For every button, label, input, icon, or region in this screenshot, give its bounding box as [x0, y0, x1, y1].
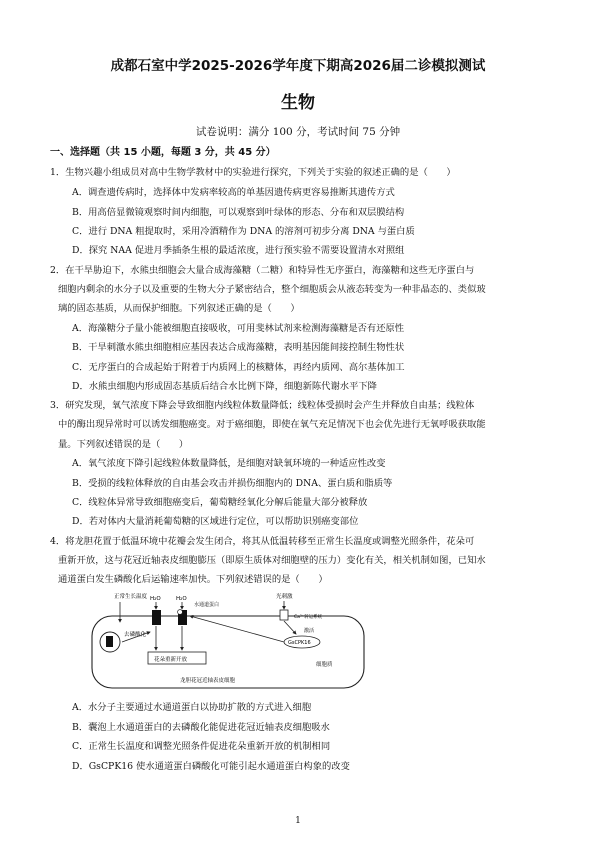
- question-4-option-a: A．水分子主要通过水通道蛋白以协助扩散的方式进入细胞: [72, 702, 312, 713]
- phosphate-icon: [178, 610, 183, 615]
- vesicle-aquaporin-icon: [106, 636, 113, 647]
- question-3-option-a: A．氧气浓度下降引起线粒体数量降低，是细胞对缺氧环境的一种适应性改变: [72, 458, 386, 469]
- question-2-option-a: A．海藻糖分子量小能被细胞直接吸收，可用斐林试剂来检测海藻糖是否有还原性: [72, 323, 405, 334]
- label-temp: 正常生长温度: [114, 594, 148, 600]
- label-activate: 激活: [304, 628, 315, 634]
- mechanism-figure: [80, 592, 380, 694]
- aquaporin-1-icon: [152, 610, 161, 625]
- subject-title: 生物: [281, 93, 315, 113]
- question-1-option-d: D．探究 NAA 促进月季插条生根的最适浓度，进行预实验不需要设置清水对照组: [72, 245, 405, 256]
- question-4-option-c: C．正常生长温度和调整光照条件促进花朵重新开放的机制相同: [72, 741, 331, 752]
- label-h2o-2: H₂O: [176, 596, 187, 602]
- question-3-stem-line3: 量。下列叙述错误的是（ ）: [58, 439, 189, 450]
- question-2-option-d: D．水熊虫细胞内形成固态基质后结合水比例下降，细胞新陈代谢水平下降: [72, 381, 377, 392]
- label-cytoplasm: 细胞质: [316, 662, 333, 668]
- label-dephos: 去磷酸化: [124, 632, 147, 638]
- question-1-option-a: A．调查遗传病时，选择体中发病率较高的单基因遗传病更容易推断其遗传方式: [72, 187, 395, 198]
- exam-title: 成都石室中学2025-2026学年度下期高2026届二诊模拟测试: [110, 58, 486, 74]
- question-1-option-c: C．进行 DNA 粗提取时，采用冷酒精作为 DNA 的溶剂可初步分离 DNA 与蛋白质: [72, 226, 415, 237]
- section-heading: 一、选择题（共 15 小题，每题 3 分，共 45 分）: [50, 147, 276, 158]
- question-3-stem-line2: 中的酶出现异常时可以诱发细胞癌变。对于癌细胞，即使在氧气充足情况下也会优先进行无氧呼吸获取能: [58, 419, 486, 430]
- question-4-option-b: B．囊泡上水通道蛋白的去磷酸化能促进花冠近轴表皮细胞吸水: [72, 722, 330, 733]
- label-cell: 龙胆花冠近轴表皮细胞: [180, 678, 236, 684]
- exam-info: 试卷说明：满分 100 分，考试时间 75 分钟: [195, 126, 401, 138]
- question-2-option-c: C．无序蛋白的合成起始于附着于内质网上的核糖体，再经内质网、高尔基体加工: [72, 362, 405, 373]
- question-3-option-c: C．线粒体异常导致细胞癌变后，葡萄糖经氧化分解后能量大部分被释放: [72, 497, 368, 508]
- label-h2o-1: H₂O: [150, 596, 161, 602]
- question-1-option-b: B．用高倍显微镜观察时间内细胞，可以观察到叶绿体的形态、分布和双层膜结构: [72, 207, 405, 218]
- calcium-channel-icon: [280, 610, 288, 620]
- question-2-stem-line1: 2．在干旱胁迫下，水熊虫细胞会大量合成海藻糖（二糖）和特异性无序蛋白，海藻糖和这些无序蛋白与: [50, 265, 475, 276]
- question-4-option-d: D．GsCPK16 使水通道蛋白磷酸化可能引起水通道蛋白构象的改变: [72, 761, 350, 772]
- question-2-stem-line3: 璃的固态基质，从而保护细胞。下列叙述正确的是（ ）: [58, 303, 300, 314]
- question-4-stem-line1: 4．将龙胆花置于低温环境中花瓣会发生闭合，将其从低温转移至正常生长温度或调整光照条件，花朵可: [50, 536, 475, 547]
- question-3-stem-line1: 3．研究发现，氧气浓度下降会导致细胞内线粒体数量降低；线粒体受损时会产生并释放自由基；线粒体: [50, 400, 475, 411]
- question-3-option-d: D．若对体内大量消耗葡萄糖的区域进行定位，可以帮助识别癌变部位: [72, 516, 359, 527]
- label-open: 花朵重新开放: [154, 657, 188, 663]
- label-ca: Ca²⁺转运系统: [294, 615, 323, 620]
- label-aqp: 水通道蛋白: [194, 602, 220, 608]
- question-2-stem-line2: 细胞内剩余的水分子以及重要的生物大分子紧密结合，整个细胞质会从液态转变为一种非晶态的、类似玻: [58, 284, 486, 295]
- question-2-option-b: B．干旱刺激水熊虫细胞相应基因表达合成海藻糖，表明基因能间接控制生物性状: [72, 342, 405, 353]
- question-3-option-b: B．受损的线粒体释放的自由基会攻击并损伤细胞内的 DNA、蛋白质和脂质等: [72, 478, 393, 489]
- label-light: 光刺激: [276, 594, 293, 600]
- question-1-stem: 1．生物兴趣小组成员对高中生物学教材中的实验进行探究，下列关于实验的叙述正确的是（ ）: [50, 167, 456, 178]
- page-number: 1: [295, 816, 301, 826]
- question-4-stem-line3: 通道蛋白发生磷酸化后运输速率加快。下列叙述错误的是（ ）: [58, 574, 328, 585]
- question-4-stem-line2: 重新开放，这与花冠近轴表皮细胞膨压（即原生质体对细胞壁的压力）变化有关，相关机制如图，已知水: [58, 555, 486, 566]
- label-kinase: GsCPK16: [288, 640, 311, 646]
